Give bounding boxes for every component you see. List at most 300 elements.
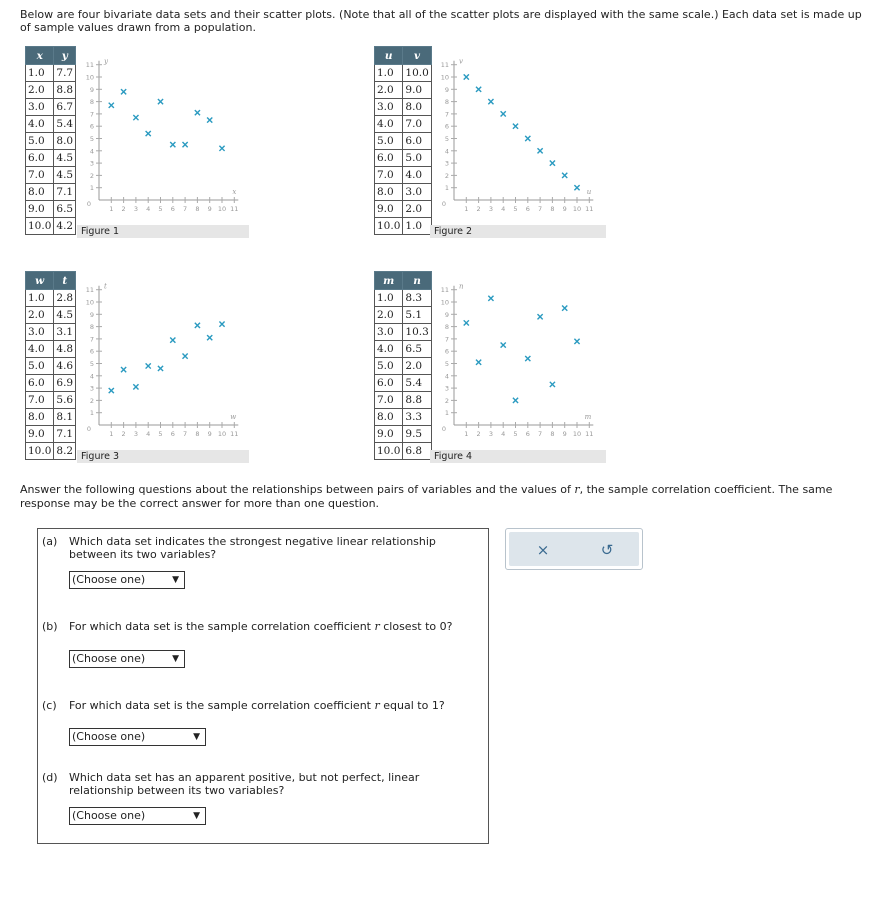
y-tick-label: 3: [444, 384, 449, 393]
table-cell-y: 6.0: [403, 133, 431, 150]
table-row: [26, 65, 76, 82]
data-table: [25, 46, 76, 235]
y-tick-label: 8: [89, 98, 94, 107]
question-d: [42, 771, 482, 797]
col-header-t: t: [54, 272, 76, 290]
x-tick-label: 2: [476, 205, 481, 213]
x-tick-label: 6: [525, 205, 530, 213]
table-row: [375, 290, 432, 307]
x-tick-label: 7: [538, 205, 543, 213]
col-header-x: x: [26, 47, 54, 65]
table-cell-x: 1.0: [375, 65, 403, 82]
y-tick-label: 7: [444, 335, 449, 344]
table-row: [26, 375, 76, 392]
y-tick-label: 5: [89, 360, 94, 368]
scatter-point: [133, 115, 138, 120]
table-row: [375, 82, 432, 99]
table-cell-y: 4.5: [54, 167, 76, 184]
dataset-1: [25, 46, 251, 238]
table-cell-x: 4.0: [26, 341, 54, 358]
table-cell-x: 3.0: [375, 324, 403, 341]
table-cell-x: 7.0: [26, 167, 54, 184]
table-cell-y: 6.7: [54, 99, 76, 116]
table-cell-y: 4.0: [403, 167, 431, 184]
x-tick-label: 8: [550, 205, 555, 213]
table-row: [26, 358, 76, 375]
table-cell-y: 3.3: [403, 409, 431, 426]
table-cell-y: 4.5: [54, 307, 76, 324]
y-tick-label: 4: [89, 147, 94, 156]
y-tick-label: 11: [440, 286, 449, 295]
col-header-u: u: [375, 47, 403, 65]
table-cell-y: 8.0: [403, 99, 431, 116]
table-cell-y: 1.0: [403, 218, 431, 235]
table-cell-y: 5.4: [54, 116, 76, 133]
y-tick-label: 3: [89, 159, 94, 168]
scatter-point: [488, 99, 493, 104]
scatter-point: [501, 342, 506, 347]
x-tick-label: 10: [217, 430, 227, 438]
x-tick-label: 5: [158, 430, 163, 438]
table-cell-x: 6.0: [26, 150, 54, 167]
table-row: [375, 358, 432, 375]
table-cell-y: 4.6: [54, 358, 76, 375]
table-row: [375, 409, 432, 426]
table-cell-y: 9.0: [403, 82, 431, 99]
scatter-point: [525, 356, 530, 361]
x-tick-label: 8: [550, 430, 555, 438]
table-row: [375, 341, 432, 358]
table-cell-y: 2.8: [54, 290, 76, 307]
y-tick-label: 1: [89, 409, 94, 418]
table-cell-x: 8.0: [375, 184, 403, 201]
scatter-point: [476, 87, 481, 92]
origin-label: 0: [86, 200, 91, 208]
intro-text: Below are four bivariate data sets and their scatter plots. (Note that all of the scatter plots are displayed with the same scale.) Each data set is made up of sample values drawn from a population.: [20, 8, 862, 34]
y-tick-label: 6: [444, 122, 449, 131]
x-tick-label: 3: [488, 430, 493, 438]
x-tick-label: 2: [121, 205, 126, 213]
y-axis-label: n: [459, 282, 464, 291]
question-text: Which data set indicates the strongest negative linear relationship between its two variables?: [69, 535, 436, 561]
table-cell-x: 6.0: [26, 375, 54, 392]
scatter-point: [195, 110, 200, 115]
x-tick-label: 9: [562, 205, 567, 213]
table-row: [26, 133, 76, 150]
scatter-point: [183, 142, 188, 147]
table-row: [26, 167, 76, 184]
x-tick-label: 2: [476, 430, 481, 438]
scatter-point: [170, 338, 175, 343]
table-row: [26, 392, 76, 409]
table-cell-x: 10.0: [26, 218, 54, 235]
answer-d-select[interactable]: (Choose one) ▼: [69, 807, 206, 825]
scatter-point: [574, 339, 579, 344]
table-cell-x: 1.0: [375, 290, 403, 307]
x-tick-label: 5: [513, 205, 518, 213]
scatter-point: [488, 296, 493, 301]
r-symbol: r: [574, 483, 580, 496]
table-cell-x: 5.0: [375, 358, 403, 375]
table-row: [375, 65, 432, 82]
y-tick-label: 8: [444, 98, 449, 107]
table-cell-x: 3.0: [375, 99, 403, 116]
table-cell-y: 7.7: [54, 65, 76, 82]
table-cell-x: 8.0: [375, 409, 403, 426]
table-row: [26, 116, 76, 133]
question-a: [42, 535, 482, 561]
table-cell-x: 2.0: [375, 82, 403, 99]
dataset-2: [374, 46, 606, 238]
scatter-point: [464, 320, 469, 325]
table-cell-x: 3.0: [26, 324, 54, 341]
y-tick-label: 8: [444, 323, 449, 332]
x-tick-label: 8: [195, 205, 200, 213]
x-tick-label: 10: [572, 205, 582, 213]
scatter-point: [121, 89, 126, 94]
y-tick-label: 1: [89, 184, 94, 193]
col-header-y: y: [54, 47, 76, 65]
table-cell-y: 6.5: [54, 201, 76, 218]
question-label: (d): [42, 771, 58, 784]
col-header-v: v: [403, 47, 431, 65]
table-cell-y: 5.6: [54, 392, 76, 409]
table-cell-y: 8.1: [54, 409, 76, 426]
scatter-plot: [436, 50, 606, 220]
scatter-point: [550, 161, 555, 166]
table-cell-x: 2.0: [375, 307, 403, 324]
x-axis-label: m: [584, 413, 592, 421]
y-tick-label: 3: [89, 384, 94, 393]
scatter-point: [574, 185, 579, 190]
x-tick-label: 9: [562, 430, 567, 438]
x-tick-label: 5: [158, 205, 163, 213]
table-row: [375, 184, 432, 201]
table-cell-x: 5.0: [375, 133, 403, 150]
action-panel: [505, 528, 643, 570]
table-cell-y: 7.1: [54, 426, 76, 443]
x-tick-label: 3: [133, 430, 138, 438]
question-box: [37, 528, 489, 844]
question-label: (a): [42, 535, 58, 548]
figure-caption: Figure 4: [430, 450, 606, 463]
table-cell-x: 3.0: [26, 99, 54, 116]
x-tick-label: 8: [195, 430, 200, 438]
table-cell-y: 4.5: [54, 150, 76, 167]
table-row: [375, 218, 432, 235]
table-row: [26, 218, 76, 235]
table-cell-x: 7.0: [375, 167, 403, 184]
scatter-point: [133, 384, 138, 389]
table-cell-y: 9.5: [403, 426, 431, 443]
col-header-w: w: [26, 272, 54, 290]
table-row: [375, 392, 432, 409]
y-tick-label: 4: [89, 372, 94, 381]
scatter-point: [476, 360, 481, 365]
scatter-point: [501, 111, 506, 116]
table-row: [26, 201, 76, 218]
table-cell-x: 6.0: [375, 375, 403, 392]
x-tick-label: 7: [183, 205, 188, 213]
table-cell-y: 3.1: [54, 324, 76, 341]
x-tick-label: 6: [525, 430, 530, 438]
figure-caption: Figure 3: [77, 450, 249, 463]
question-label: (b): [42, 620, 58, 633]
x-tick-label: 11: [230, 430, 239, 438]
table-row: [375, 307, 432, 324]
scatter-point: [207, 335, 212, 340]
table-cell-x: 2.0: [26, 307, 54, 324]
table-cell-y: 4.8: [54, 341, 76, 358]
data-table: [25, 271, 76, 460]
y-tick-label: 6: [444, 347, 449, 356]
table-row: [26, 150, 76, 167]
scatter-point: [562, 306, 567, 311]
y-tick-label: 9: [89, 310, 94, 319]
scatter-point: [219, 146, 224, 151]
table-cell-x: 8.0: [26, 409, 54, 426]
scatter-plot: [436, 275, 606, 445]
question-text: Which data set has an apparent positive, but not perfect, linear relationship between its two variables?: [69, 771, 420, 797]
table-cell-x: 10.0: [375, 218, 403, 235]
scatter-point: [195, 323, 200, 328]
y-axis-label: t: [104, 282, 107, 291]
table-row: [26, 409, 76, 426]
x-tick-label: 7: [538, 430, 543, 438]
x-tick-label: 11: [585, 430, 594, 438]
table-cell-x: 9.0: [26, 426, 54, 443]
y-tick-label: 9: [444, 310, 449, 319]
x-tick-label: 9: [207, 205, 212, 213]
figure-caption: Figure 1: [77, 225, 249, 238]
table-row: [26, 443, 76, 460]
table-row: [26, 184, 76, 201]
table-cell-y: 8.0: [54, 133, 76, 150]
scatter-point: [464, 74, 469, 79]
table-row: [26, 307, 76, 324]
y-tick-label: 4: [444, 147, 449, 156]
table-cell-y: 6.9: [54, 375, 76, 392]
col-header-m: m: [375, 272, 403, 290]
y-tick-label: 8: [89, 323, 94, 332]
table-cell-y: 4.2: [54, 218, 76, 235]
question-c: (c) For which data set is the sample correlation coefficient r equal to 1?: [42, 699, 445, 712]
x-tick-label: 9: [207, 430, 212, 438]
origin-label: 0: [86, 425, 91, 433]
y-tick-label: 5: [444, 360, 449, 368]
scatter-point: [562, 173, 567, 178]
table-cell-x: 6.0: [375, 150, 403, 167]
y-axis-label: v: [459, 57, 463, 66]
table-cell-x: 9.0: [26, 201, 54, 218]
scatter-point: [207, 117, 212, 122]
data-table: [374, 271, 432, 460]
y-tick-label: 1: [444, 409, 449, 418]
x-tick-label: 11: [230, 205, 239, 213]
x-tick-label: 1: [464, 205, 469, 213]
scatter-point: [513, 124, 518, 129]
table-row: [26, 341, 76, 358]
table-cell-x: 8.0: [26, 184, 54, 201]
x-tick-label: 6: [170, 205, 175, 213]
y-axis-label: y: [104, 57, 108, 66]
y-tick-label: 10: [85, 298, 94, 307]
y-tick-label: 11: [85, 61, 94, 70]
data-table: [374, 46, 432, 235]
table-row: [375, 150, 432, 167]
table-row: [375, 167, 432, 184]
y-tick-label: 2: [444, 396, 449, 405]
close-icon[interactable]: ×: [536, 541, 550, 559]
y-tick-label: 9: [89, 85, 94, 94]
table-cell-y: 5.4: [403, 375, 431, 392]
x-tick-label: 4: [501, 430, 506, 438]
table-row: [375, 133, 432, 150]
table-row: [375, 201, 432, 218]
table-cell-x: 7.0: [26, 392, 54, 409]
table-cell-x: 4.0: [375, 341, 403, 358]
x-tick-label: 1: [109, 430, 114, 438]
table-cell-y: 2.0: [403, 358, 431, 375]
answer-a-select[interactable]: (Choose one) ▼: [69, 571, 185, 589]
table-cell-y: 5.0: [403, 150, 431, 167]
x-tick-label: 6: [170, 430, 175, 438]
table-cell-x: 10.0: [375, 443, 403, 460]
table-cell-y: 5.1: [403, 307, 431, 324]
scatter-plot: [81, 275, 251, 445]
x-axis-label: x: [232, 188, 237, 196]
scatter-point: [170, 142, 175, 147]
x-axis-label: w: [230, 413, 237, 421]
figure-caption: Figure 2: [430, 225, 606, 238]
y-tick-label: 10: [440, 298, 449, 307]
scatter-point: [538, 148, 543, 153]
y-tick-label: 3: [444, 159, 449, 168]
table-cell-x: 10.0: [26, 443, 54, 460]
scatter-point: [219, 322, 224, 327]
answer-b-select[interactable]: (Choose one) ▼: [69, 650, 185, 668]
scatter-point: [121, 367, 126, 372]
question-b: (b) For which data set is the sample correlation coefficient r closest to 0?: [42, 620, 453, 633]
scatter-plot: [81, 50, 251, 220]
y-tick-label: 10: [85, 73, 94, 82]
table-cell-y: 8.3: [403, 290, 431, 307]
x-tick-label: 3: [488, 205, 493, 213]
table-cell-y: 8.8: [403, 392, 431, 409]
table-row: [26, 426, 76, 443]
scatter-point: [525, 136, 530, 141]
y-tick-label: 11: [85, 286, 94, 295]
table-cell-x: 9.0: [375, 426, 403, 443]
table-row: [375, 443, 432, 460]
table-cell-y: 7.0: [403, 116, 431, 133]
scatter-point: [513, 398, 518, 403]
scatter-point: [158, 366, 163, 371]
scatter-point: [183, 354, 188, 359]
scatter-point: [109, 388, 114, 393]
table-cell-y: 8.2: [54, 443, 76, 460]
dropdown-arrow-icon: ▼: [172, 654, 179, 664]
table-row: [26, 324, 76, 341]
dataset-4: [374, 271, 606, 463]
col-header-n: n: [403, 272, 431, 290]
scatter-point: [538, 314, 543, 319]
table-cell-x: 9.0: [375, 201, 403, 218]
y-tick-label: 5: [89, 135, 94, 143]
table-cell-x: 5.0: [26, 133, 54, 150]
instructions-text: Answer the following questions about the relationships between pairs of variables and the values of r, the sample correlation coefficient. The same response may be the correct answer for more than one question.: [20, 483, 833, 510]
table-cell-y: 3.0: [403, 184, 431, 201]
table-row: [26, 99, 76, 116]
table-cell-y: 2.0: [403, 201, 431, 218]
table-cell-x: 5.0: [26, 358, 54, 375]
y-tick-label: 2: [89, 171, 94, 180]
x-tick-label: 4: [146, 205, 151, 213]
origin-label: 0: [441, 425, 446, 433]
x-tick-label: 2: [121, 430, 126, 438]
question-label: (c): [42, 699, 57, 712]
y-tick-label: 11: [440, 61, 449, 70]
table-cell-y: 10.0: [403, 65, 431, 82]
x-tick-label: 3: [133, 205, 138, 213]
scatter-point: [550, 382, 555, 387]
dataset-3: [25, 271, 251, 463]
table-row: [375, 324, 432, 341]
table-cell-y: 10.3: [403, 324, 431, 341]
y-tick-label: 2: [89, 396, 94, 405]
x-tick-label: 11: [585, 205, 594, 213]
origin-label: 0: [441, 200, 446, 208]
x-tick-label: 1: [109, 205, 114, 213]
y-tick-label: 4: [444, 372, 449, 381]
table-cell-x: 7.0: [375, 392, 403, 409]
table-cell-x: 4.0: [375, 116, 403, 133]
dropdown-arrow-icon: ▼: [172, 575, 179, 585]
x-axis-label: u: [586, 188, 592, 196]
table-cell-x: 1.0: [26, 290, 54, 307]
table-cell-y: 6.5: [403, 341, 431, 358]
y-tick-label: 1: [444, 184, 449, 193]
table-row: [375, 99, 432, 116]
scatter-point: [158, 99, 163, 104]
table-cell-x: 1.0: [26, 65, 54, 82]
y-tick-label: 6: [89, 347, 94, 356]
table-row: [375, 116, 432, 133]
y-tick-label: 6: [89, 122, 94, 131]
table-cell-x: 4.0: [26, 116, 54, 133]
table-row: [26, 290, 76, 307]
x-tick-label: 10: [217, 205, 227, 213]
dropdown-arrow-icon: ▼: [193, 811, 200, 821]
y-tick-label: 9: [444, 85, 449, 94]
table-cell-x: 2.0: [26, 82, 54, 99]
x-tick-label: 7: [183, 430, 188, 438]
table-cell-y: 6.8: [403, 443, 431, 460]
reset-icon[interactable]: ↺: [600, 541, 614, 559]
x-tick-label: 10: [572, 430, 582, 438]
table-row: [26, 82, 76, 99]
y-tick-label: 5: [444, 135, 449, 143]
y-tick-label: 7: [89, 110, 94, 119]
table-cell-y: 7.1: [54, 184, 76, 201]
y-tick-label: 7: [89, 335, 94, 344]
x-tick-label: 4: [146, 430, 151, 438]
table-row: [375, 375, 432, 392]
scatter-point: [146, 131, 151, 136]
table-cell-y: 8.8: [54, 82, 76, 99]
y-tick-label: 10: [440, 73, 449, 82]
answer-c-select[interactable]: (Choose one) ▼: [69, 728, 206, 746]
